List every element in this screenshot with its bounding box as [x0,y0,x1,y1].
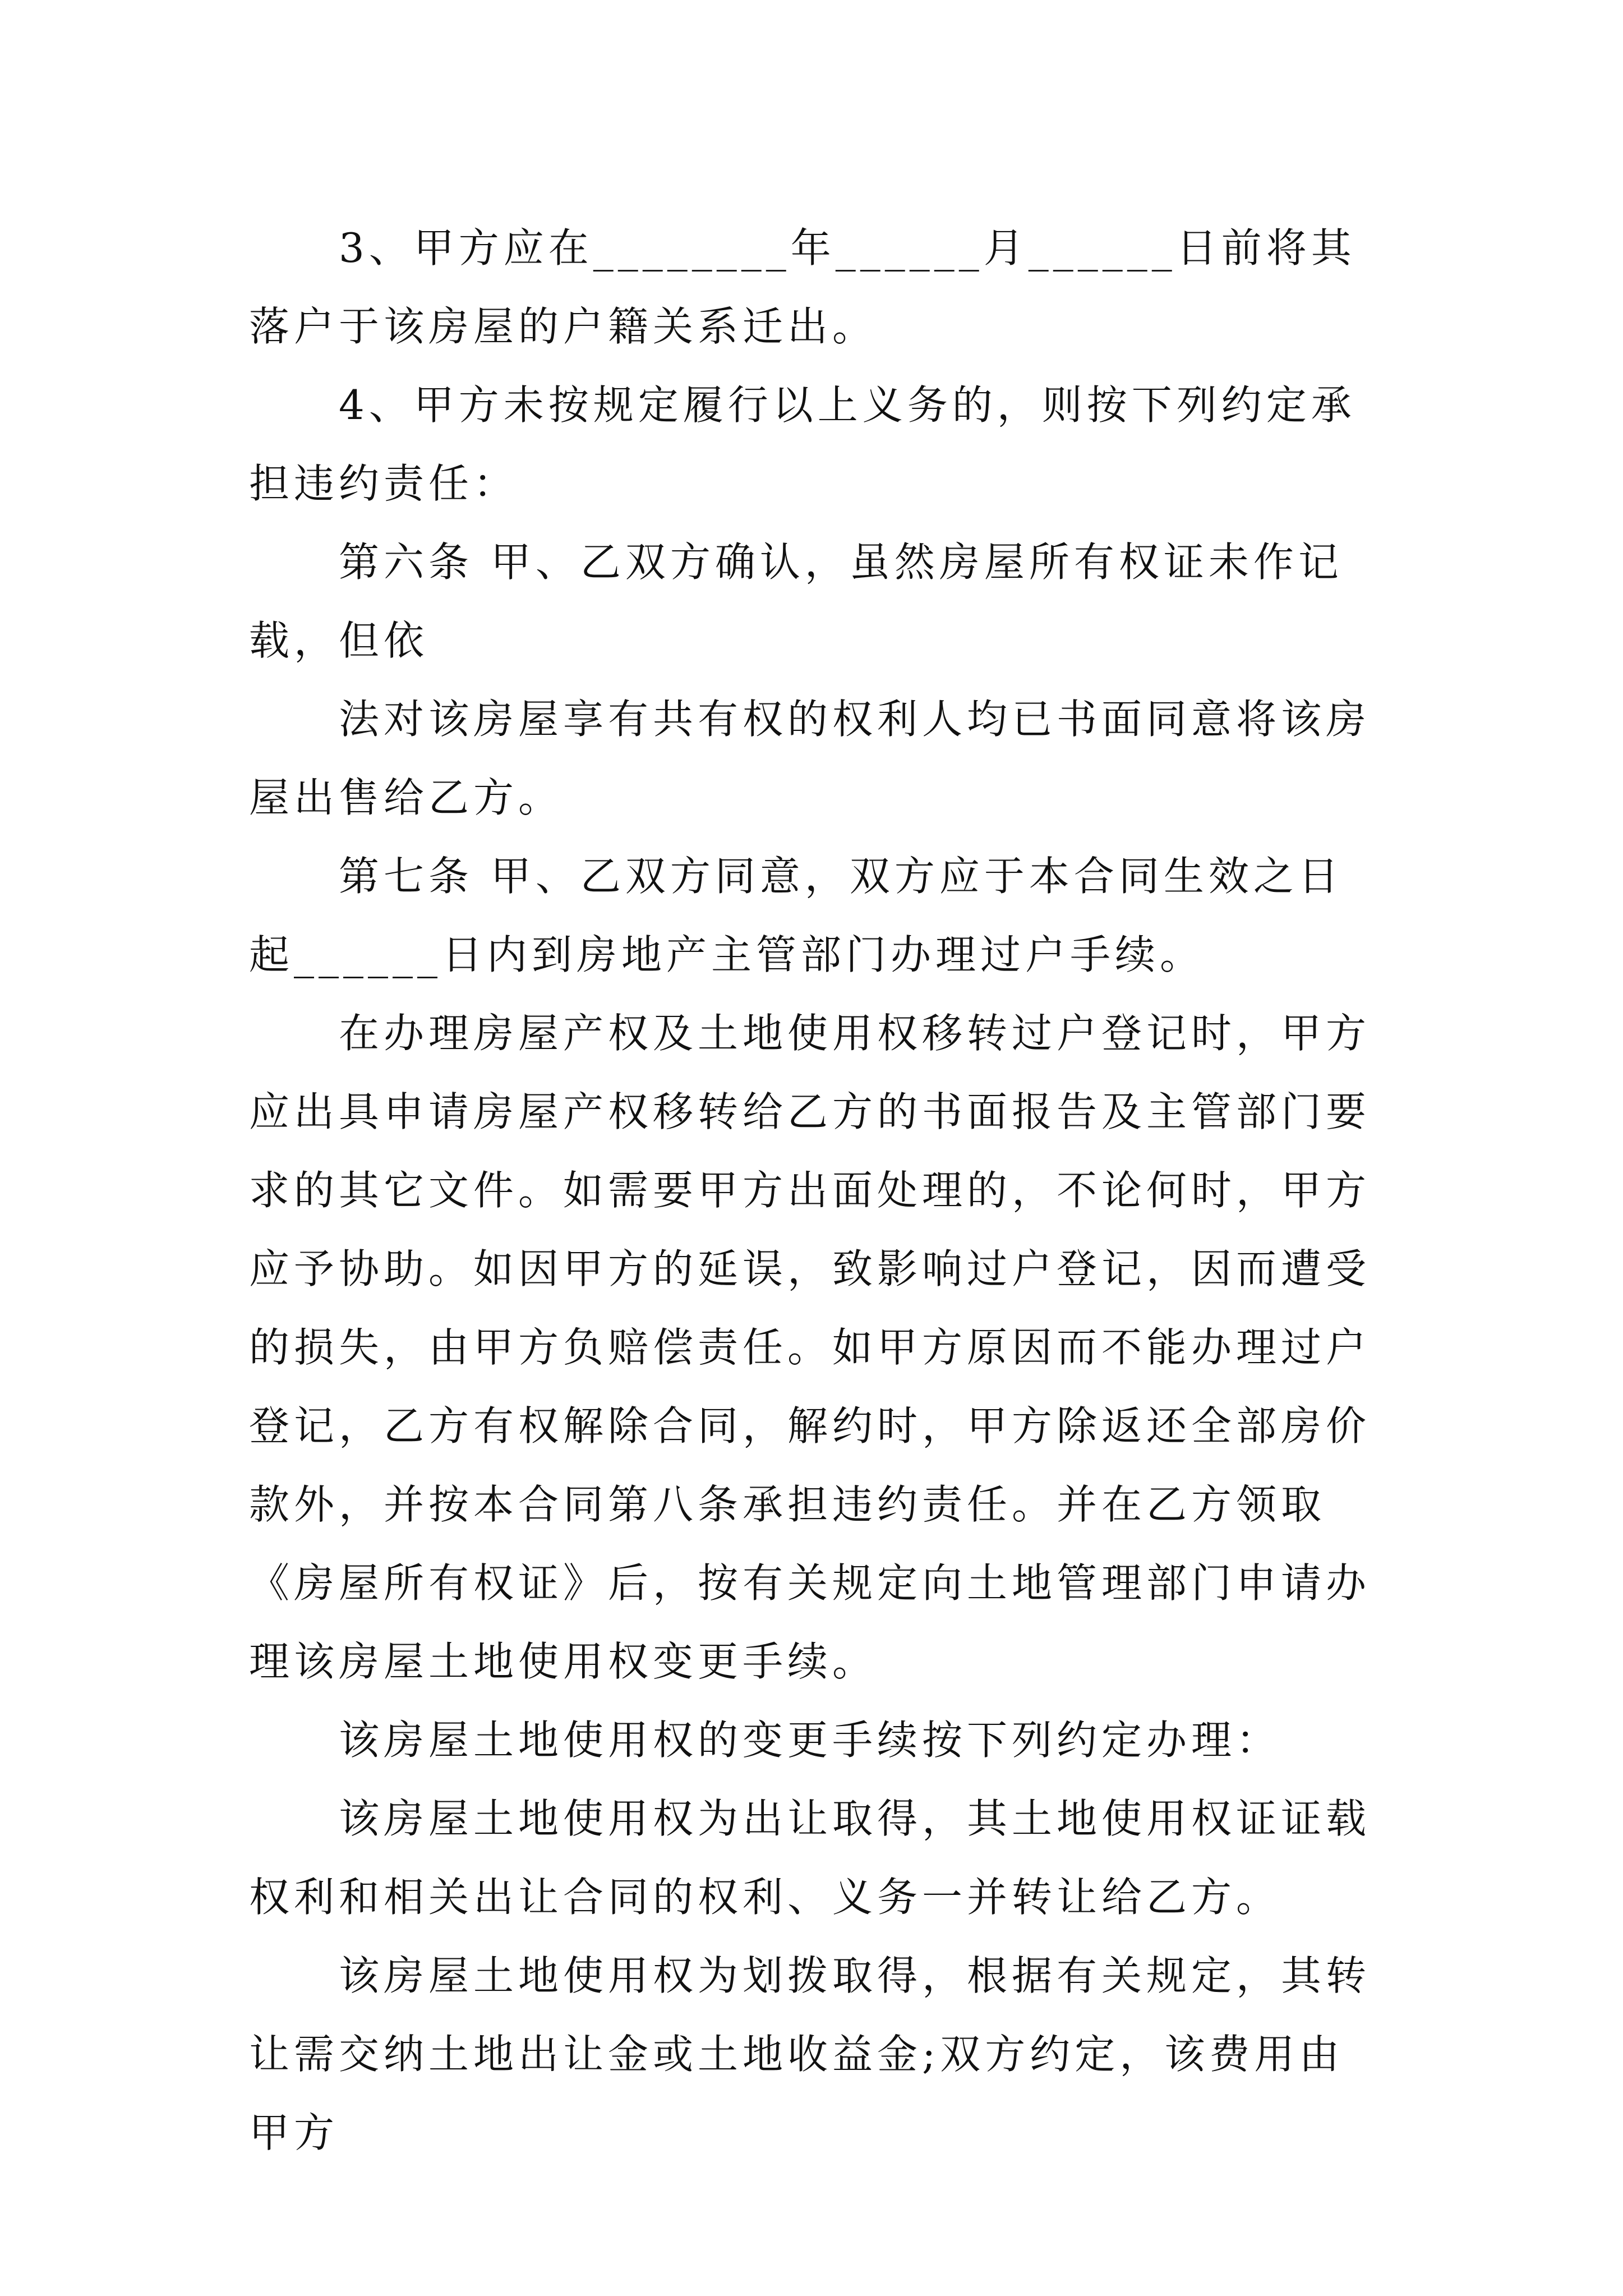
document-body [249,209,1382,2172]
paragraph-land-use-change: 该房屋土地使用权的变更手续按下列约定办理： [339,1717,1281,1764]
paragraph-article-6: 第六条 甲、乙双方确认，虽然房屋所有权证未作记载，但依 [249,539,1343,664]
paragraph-clause-4: 4、甲方未按规定履行以上义务的，则按下列约定承担违约责任： [249,381,1356,507]
paragraph-clause-3: 3、甲方应在________年______月______日前将其落户于该房屋的户籍关系迁出。 [249,224,1356,350]
paragraph-land-use-granted: 该房屋土地使用权为出让取得，其土地使用权证证载权利和相关出让合同的权利、义务一并转让给乙方。 [249,1795,1371,1921]
paragraph-land-use-allocated: 该房屋土地使用权为划拨取得，根据有关规定，其转让需交纳土地出让金或土地收益金;双方约定，该费用由甲方 [249,1952,1371,2156]
paragraph-transfer-registration: 在办理房屋产权及土地使用权移转过户登记时，甲方应出具申请房屋产权移转给乙方的书面报告及主管部门要求的其它文件。如需要甲方出面处理的，不论何时，甲方应予协助。如因甲方的延误，致影响过户登记，因而遭受的损失，由甲方负赔偿责任。如甲方原因而不能办理过户登记，乙方有权解除合同，解约时，甲方除返还全部房价款外，并按本合同第八条承担违约责任。并在乙方领取《房屋所有权证》后，按有关规定向土地管理部门申请办理该房屋土地使用权变更手续。 [249,1010,1371,1685]
paragraph-article-6-continued: 法对该房屋享有共有权的权利人均已书面同意将该房屋出售给乙方。 [249,696,1371,821]
paragraph-article-7: 第七条 甲、乙双方同意，双方应于本合同生效之日起______日内到房地产主管部门办理过户手续。 [249,853,1343,978]
